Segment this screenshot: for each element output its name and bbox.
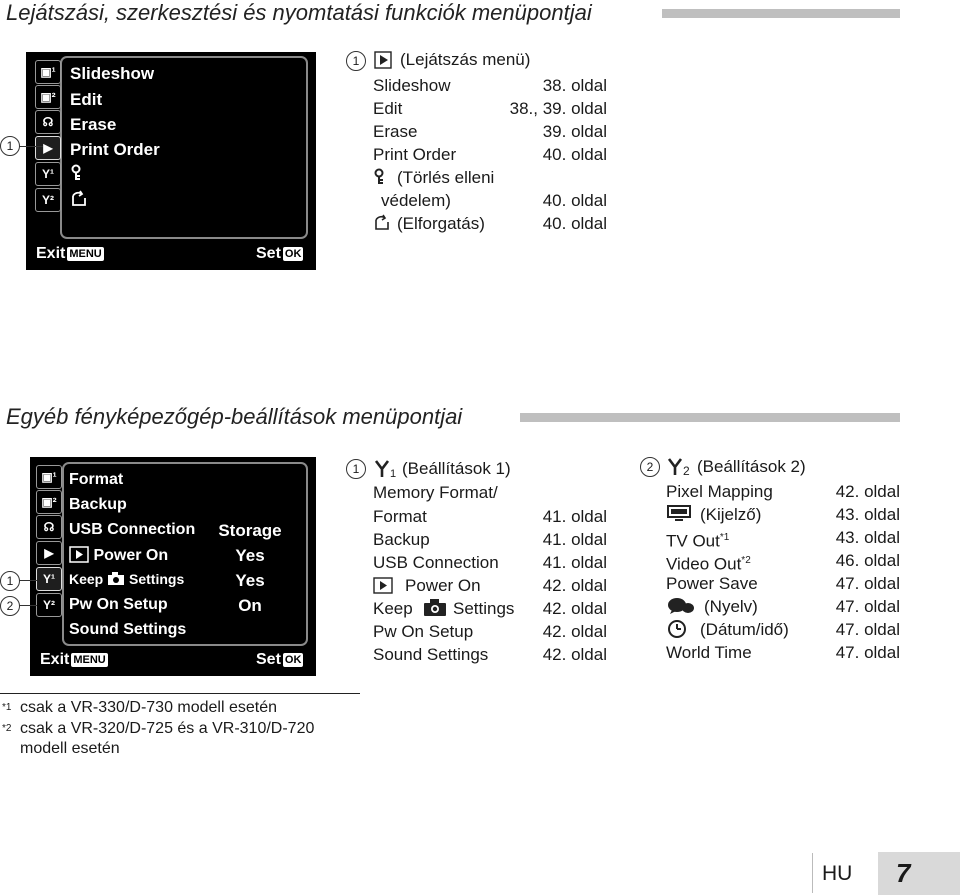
ref-label: (Nyelv) bbox=[704, 597, 758, 616]
ref-page: 38., 39. oldal bbox=[509, 99, 607, 118]
setup1-tab-icon[interactable]: Y¹ bbox=[36, 567, 62, 591]
ref-page: 39. oldal bbox=[542, 122, 607, 141]
playback-icon bbox=[373, 574, 393, 597]
menu-item-pw-on-setup[interactable]: Pw On Setup bbox=[69, 596, 168, 613]
footnote-rule bbox=[0, 693, 360, 694]
ref-label: World Time bbox=[666, 643, 752, 662]
ref-page: 42. oldal bbox=[542, 645, 607, 664]
menu-item-label: Power On bbox=[93, 547, 169, 564]
ref-row bbox=[373, 528, 607, 551]
menu-button-icon: MENU bbox=[73, 654, 106, 666]
set-label: Set bbox=[256, 245, 281, 262]
ref-page: 42. oldal bbox=[542, 599, 607, 618]
menu-item-label: Settings bbox=[129, 571, 185, 587]
setup-menu-screen bbox=[30, 457, 316, 676]
menu-item-slideshow[interactable]: Slideshow bbox=[70, 64, 155, 83]
callout-line bbox=[19, 146, 43, 147]
ref-list-setup1 bbox=[373, 505, 607, 666]
setup1-icon bbox=[373, 459, 399, 484]
playback-tab-icon[interactable]: ▶ bbox=[35, 136, 61, 160]
menu-item-keep-settings[interactable] bbox=[69, 571, 184, 587]
footnote-text: csak a VR-330/D-730 modell esetén bbox=[20, 699, 278, 716]
ref-label: Power On bbox=[405, 576, 481, 595]
camera-icon bbox=[107, 571, 125, 586]
ref-label: Power Save bbox=[666, 574, 758, 593]
rotate-icon bbox=[373, 212, 391, 235]
menu-item-format[interactable]: Format bbox=[69, 471, 124, 488]
ref-label: Pw On Setup bbox=[373, 622, 474, 641]
ok-button-icon: OK bbox=[284, 248, 302, 260]
menu-item-sound-settings[interactable]: Sound Settings bbox=[69, 621, 187, 638]
camera2-tab-icon[interactable]: ▣² bbox=[35, 85, 61, 109]
keep-settings-value: Yes bbox=[235, 571, 265, 590]
setup2-icon bbox=[666, 457, 694, 482]
ref-label: Keep bbox=[373, 599, 413, 618]
callout-2: 2 bbox=[0, 596, 20, 616]
menu-item-label: Keep bbox=[69, 571, 104, 587]
ref-page: 47. oldal bbox=[835, 597, 900, 616]
ref-page: 40. oldal bbox=[542, 191, 607, 210]
callout-1: 1 bbox=[0, 136, 20, 156]
page-number-box bbox=[878, 852, 960, 895]
ref-row-protect bbox=[373, 166, 607, 189]
ref-label: Backup bbox=[373, 530, 430, 549]
ref-page: 42. oldal bbox=[542, 622, 607, 641]
power-on-value: Yes bbox=[235, 546, 265, 565]
ref-label: Memory Format/ bbox=[373, 483, 498, 502]
ref-header: (Beállítások 2) bbox=[697, 457, 806, 476]
ref-page: 41. oldal bbox=[542, 530, 607, 549]
ref-label: (Dátum/idő) bbox=[700, 620, 789, 639]
ref-row bbox=[373, 120, 607, 143]
monitor-icon bbox=[666, 503, 692, 526]
ref-row-rotate bbox=[373, 212, 607, 235]
page-divider bbox=[812, 853, 813, 893]
camera1-tab-icon[interactable]: ▣¹ bbox=[36, 465, 62, 489]
ref-page: 42. oldal bbox=[835, 482, 900, 501]
menu-item-rotate[interactable] bbox=[70, 190, 88, 213]
ref-row bbox=[666, 480, 900, 503]
camera2-tab-icon[interactable]: ▣² bbox=[36, 490, 62, 514]
playback-icon bbox=[374, 51, 392, 74]
page-number: 7 bbox=[896, 858, 911, 888]
footnote-mark: *2 bbox=[741, 555, 751, 566]
ref-label: Erase bbox=[373, 122, 418, 141]
svg-text:1: 1 bbox=[390, 468, 397, 479]
callout-2: 2 bbox=[640, 457, 660, 477]
rotate-icon bbox=[70, 190, 88, 208]
playback-menu-screen bbox=[26, 52, 316, 270]
language-icon bbox=[666, 595, 696, 618]
callout-1: 1 bbox=[346, 51, 366, 71]
playback-icon bbox=[69, 546, 89, 563]
ref-label: védelem) bbox=[381, 191, 451, 210]
ref-row bbox=[666, 618, 900, 641]
exit-label: Exit bbox=[36, 245, 66, 262]
ref-label: Slideshow bbox=[373, 76, 451, 95]
menu-item-print-order[interactable]: Print Order bbox=[70, 140, 160, 159]
protect-icon bbox=[70, 164, 86, 182]
footnote-text: csak a VR-320/D-725 és a VR-310/D-720 bbox=[20, 720, 315, 737]
ref-label: Edit bbox=[373, 99, 403, 118]
exit-label: Exit bbox=[40, 651, 70, 668]
menu-button-icon: MENU bbox=[69, 248, 102, 260]
ref-row bbox=[666, 572, 900, 595]
footnote-text: modell esetén bbox=[20, 740, 120, 757]
ref-row bbox=[373, 97, 607, 120]
title-rule bbox=[662, 9, 900, 18]
ref-label: Sound Settings bbox=[373, 645, 489, 664]
ref-label: Video Out bbox=[666, 554, 742, 574]
set-hint[interactable] bbox=[256, 245, 303, 263]
protect-icon bbox=[373, 166, 387, 189]
playback-tab-icon[interactable]: ▶ bbox=[36, 541, 62, 565]
ref-row bbox=[373, 74, 607, 97]
ref-row bbox=[373, 143, 607, 166]
ref-label: (Elforgatás) bbox=[397, 214, 485, 233]
ref-page: 43. oldal bbox=[835, 505, 900, 524]
footnote-mark: *1 bbox=[2, 702, 12, 713]
callout-line bbox=[19, 605, 37, 606]
ref-list-playback bbox=[373, 74, 607, 235]
ref-page: 43. oldal bbox=[835, 528, 900, 547]
camera-icon bbox=[423, 597, 447, 620]
setup1-tab-icon[interactable]: Y¹ bbox=[35, 162, 61, 186]
svg-text:2: 2 bbox=[683, 464, 690, 477]
ref-label: TV Out bbox=[666, 531, 720, 551]
footnote-mark: *2 bbox=[2, 723, 12, 734]
ref-row bbox=[373, 189, 607, 212]
ref-row bbox=[373, 574, 607, 597]
menu-item-backup[interactable]: Backup bbox=[69, 496, 127, 513]
menu-item-usb-connection[interactable]: USB Connection bbox=[69, 521, 196, 538]
ref-header: (Lejátszás menü) bbox=[400, 50, 531, 69]
pw-on-setup-value: On bbox=[238, 596, 262, 615]
callout-1: 1 bbox=[0, 571, 20, 591]
set-hint[interactable] bbox=[256, 651, 303, 669]
language-code: HU bbox=[822, 862, 853, 885]
ref-row bbox=[373, 620, 607, 643]
exit-hint[interactable] bbox=[40, 651, 108, 669]
ref-page: 46. oldal bbox=[835, 551, 900, 570]
ref-page: 42. oldal bbox=[542, 576, 607, 595]
ref-page: 47. oldal bbox=[835, 643, 900, 662]
title-rule bbox=[520, 413, 900, 422]
callout-1: 1 bbox=[346, 459, 366, 479]
callout-line bbox=[19, 580, 37, 581]
ok-button-icon: OK bbox=[284, 654, 302, 666]
ref-row bbox=[666, 503, 900, 526]
menu-item-power-on[interactable] bbox=[69, 546, 168, 565]
menu-item-erase[interactable]: Erase bbox=[70, 115, 117, 134]
movie-tab-icon[interactable]: ☊ bbox=[35, 110, 61, 134]
ref-page: 47. oldal bbox=[835, 620, 900, 639]
ref-row bbox=[373, 505, 607, 528]
ref-label: USB Connection bbox=[373, 553, 499, 572]
ref-row bbox=[666, 641, 900, 664]
ref-row bbox=[373, 551, 607, 574]
ref-page: 41. oldal bbox=[542, 507, 607, 526]
ref-label: Format bbox=[373, 507, 427, 526]
ref-page: 38. oldal bbox=[542, 76, 607, 95]
menu-item-protect[interactable] bbox=[70, 164, 86, 187]
ref-label: Settings bbox=[453, 599, 515, 618]
set-label: Set bbox=[256, 651, 281, 668]
camera1-tab-icon[interactable]: ▣¹ bbox=[35, 60, 61, 84]
ref-row bbox=[666, 549, 900, 572]
section-title: Egyéb fényképezőgép-beállítások menüpontjai bbox=[6, 404, 463, 429]
ref-label: (Kijelző) bbox=[700, 505, 762, 524]
setup2-tab-icon[interactable]: Y² bbox=[36, 593, 62, 617]
ref-page: 40. oldal bbox=[542, 145, 607, 164]
ref-row bbox=[373, 597, 607, 620]
setup2-tab-icon[interactable]: Y² bbox=[35, 188, 61, 212]
ref-header: (Beállítások 1) bbox=[402, 459, 511, 478]
usb-connection-value: Storage bbox=[218, 521, 282, 540]
ref-label: Pixel Mapping bbox=[666, 482, 773, 501]
ref-page: 40. oldal bbox=[542, 214, 607, 233]
clock-icon bbox=[666, 618, 692, 641]
footnote-mark: *1 bbox=[719, 532, 730, 543]
ref-label: (Törlés elleni bbox=[397, 168, 495, 187]
menu-item-edit[interactable]: Edit bbox=[70, 90, 103, 109]
exit-hint[interactable] bbox=[36, 245, 104, 263]
ref-list-setup2 bbox=[666, 480, 900, 664]
section-title: Lejátszási, szerkesztési és nyomtatási funkciók menüpontjai bbox=[6, 0, 592, 25]
ref-row bbox=[666, 526, 900, 549]
ref-label: Print Order bbox=[373, 145, 457, 164]
ref-row bbox=[666, 595, 900, 618]
movie-tab-icon[interactable]: ☊ bbox=[36, 515, 62, 539]
ref-row bbox=[373, 643, 607, 666]
ref-page: 41. oldal bbox=[542, 553, 607, 572]
ref-page: 47. oldal bbox=[835, 574, 900, 593]
